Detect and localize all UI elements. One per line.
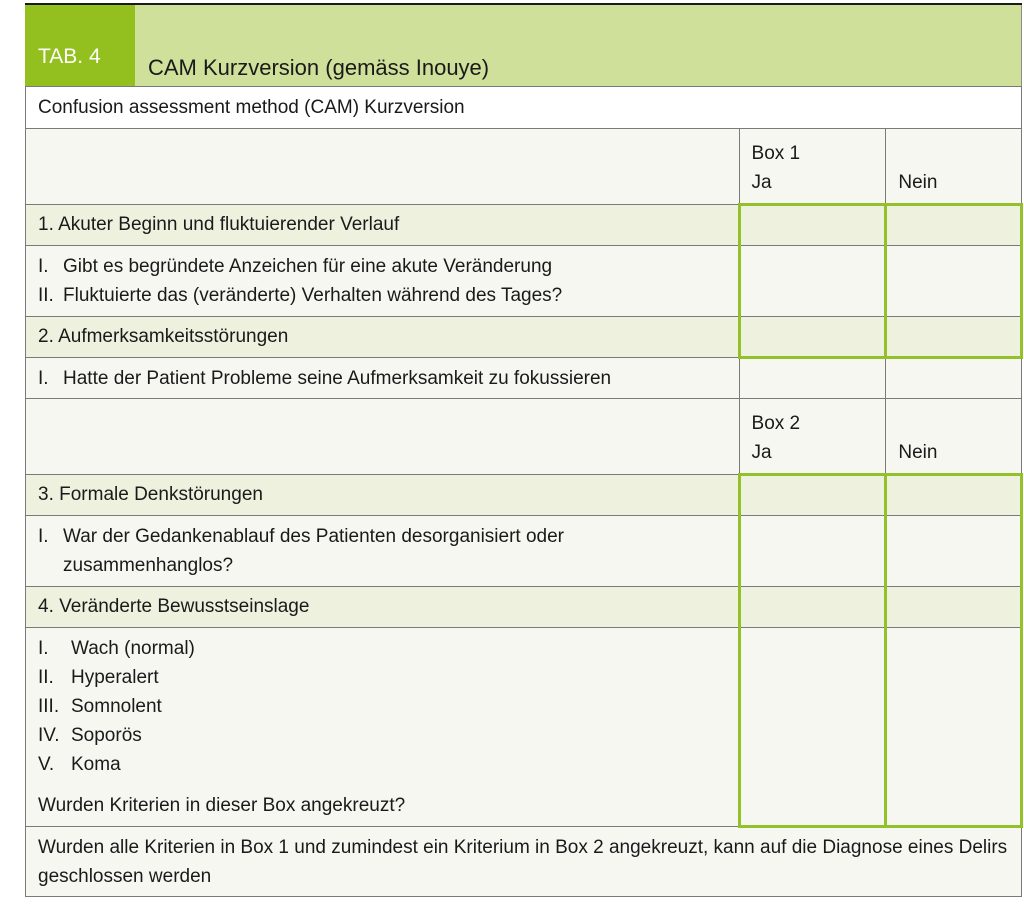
checkbox-cell-nein[interactable] — [886, 205, 1022, 246]
criterion-1-label: 1. Akuter Beginn und fluktuierender Verlauf — [26, 205, 740, 246]
box2-header-row — [26, 399, 1022, 475]
checkbox-cell-nein[interactable] — [886, 317, 1022, 358]
item-row — [26, 628, 1022, 827]
checkbox-cell-nein[interactable] — [886, 475, 1022, 516]
item-row — [26, 516, 1022, 587]
checkbox-cell-ja[interactable] — [739, 205, 886, 246]
criterion-3-label: 3. Formale Denkstörungen — [26, 475, 740, 516]
box1-ja-header: Box 1 Ja — [739, 129, 886, 205]
box2-ja-header: Box 2 Ja — [739, 399, 886, 475]
criterion-2-items: I. Hatte der Patient Probleme seine Aufmerksamkeit zu fokussieren — [26, 358, 740, 399]
item-row — [26, 358, 1022, 399]
checkbox-cell-ja[interactable] — [739, 587, 886, 628]
intro-row — [26, 87, 1022, 129]
checkbox-cell-nein[interactable] — [886, 516, 1022, 587]
criterion-row — [26, 587, 1022, 628]
criterion-2-label: 2. Aufmerksamkeitsstörungen — [26, 317, 740, 358]
checkbox-cell-nein[interactable] — [886, 246, 1022, 317]
table-header — [25, 5, 1022, 86]
cam-table — [25, 86, 1023, 897]
box2-nein-header: Nein — [886, 399, 1022, 475]
box1-nein-header: Nein — [886, 129, 1022, 205]
footer-note: Wurden alle Kriterien in Box 1 und zumindest ein Kriterium in Box 2 angekreuzt, kann auf die Diagnose eines Delirs geschlossen werden — [26, 827, 1022, 897]
criterion-row — [26, 475, 1022, 516]
criterion-3-items: I. War der Gedankenablauf des Patienten desorganisiert oder zusammenhanglos? — [26, 516, 740, 587]
checkbox-cell-ja[interactable] — [739, 628, 886, 827]
criterion-4-items: I. Wach (normal) II. Hyperalert III. Somnolent IV. Soporös V. Koma Wurden Kriterien in dieser Box angekreuzt? — [26, 628, 740, 827]
footer-row — [26, 827, 1022, 897]
checkbox-cell-ja[interactable] — [739, 475, 886, 516]
intro-text: Confusion assessment method (CAM) Kurzversion — [26, 87, 1022, 129]
box1-header-row — [26, 129, 1022, 205]
checkbox-cell-nein[interactable] — [886, 587, 1022, 628]
criterion-1-items: I. Gibt es begründete Anzeichen für eine akute Veränderung II. Fluktuierte das (veränderte) Verhalten während des Tages? — [26, 246, 740, 317]
checkbox-cell-ja[interactable] — [739, 317, 886, 358]
table-number: TAB. 4 — [25, 5, 135, 86]
table-title: CAM Kurzversion (gemäss Inouye) — [148, 54, 490, 80]
checkbox-cell-ja[interactable] — [739, 246, 886, 317]
criterion-4-label: 4. Veränderte Bewusstseinslage — [26, 587, 740, 628]
criterion-row — [26, 205, 1022, 246]
checkbox-cell-ja[interactable] — [739, 516, 886, 587]
checkbox-cell-ja[interactable] — [739, 358, 886, 399]
criterion-row — [26, 317, 1022, 358]
checkbox-cell-nein[interactable] — [886, 628, 1022, 827]
checkbox-cell-nein[interactable] — [886, 358, 1022, 399]
box2-question: Wurden Kriterien in dieser Box angekreuzt? — [38, 795, 406, 816]
item-row — [26, 246, 1022, 317]
